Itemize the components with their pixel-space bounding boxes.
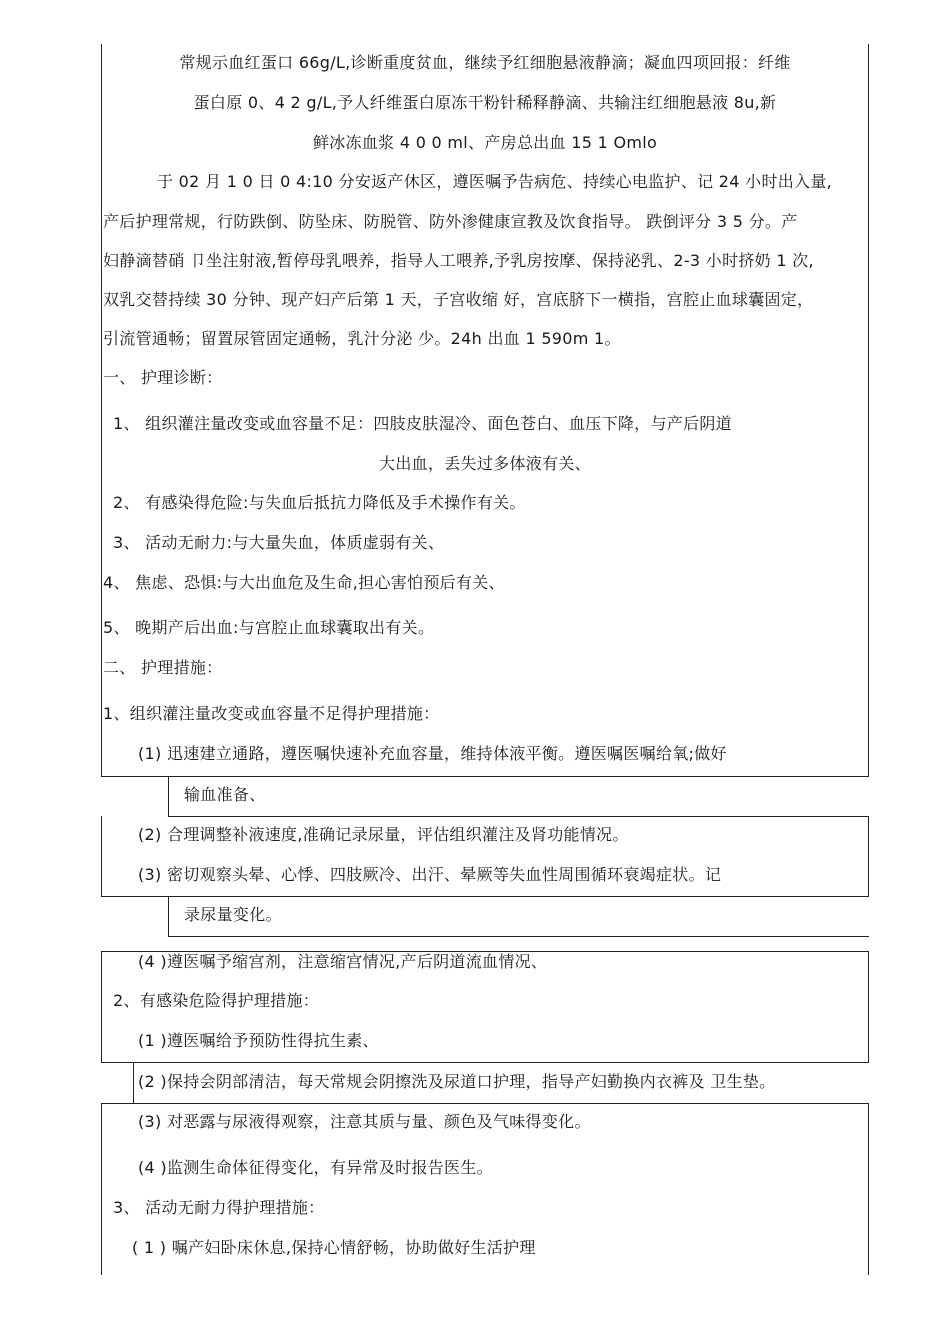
diagnosis-item: 2、 有感染得危险:与失血后抵抗力降低及手术操作有关。 <box>113 493 526 512</box>
paragraph-line: 于 02 月 1 0 日 0 4:10 分安返产休区，遵医嘱予告病危、持续心电监护、记 24 小时出入量, <box>157 172 833 191</box>
table-row-divider <box>101 1062 869 1063</box>
paragraph-line: 鲜冰冻血浆 4 0 0 ml、产房总出血 15 1 Omlo <box>312 133 658 152</box>
measure-item: (3) 密切观察头晕、心悸、四肢厥冷、出汗、晕厥等失血性周围循环衰竭症状。记 <box>138 865 722 884</box>
table-right-border <box>868 1103 869 1275</box>
diagnosis-item: 1、 组织灌注量改变或血容量不足：四肢皮肤湿冷、面色苍白、血压下降，与产后阴道 <box>113 414 732 433</box>
section-heading: 二、 护理措施： <box>103 658 223 677</box>
measure-heading: 2、有感染危险得护理措施： <box>113 991 320 1010</box>
paragraph-line: 引流管通畅；留置尿管固定通畅，乳汁分泌 少。24h 出血 1 590m 1。 <box>103 329 621 348</box>
measure-item: (1 )遵医嘱给予预防性得抗生素、 <box>138 1031 379 1050</box>
measure-item: (2 )保持会阴部清洁，每天常规会阴擦洗及尿道口护理，指导产妇勤换内衣裤及 卫生垫。 <box>138 1072 776 1091</box>
measure-heading: 1、组织灌注量改变或血容量不足得护理措施： <box>103 704 440 723</box>
table-left-border <box>101 951 102 1062</box>
table-left-border <box>101 816 102 896</box>
inner-left-border <box>168 896 169 936</box>
inner-row-divider <box>168 816 869 817</box>
diagnosis-item: 4、 焦虑、恐惧:与大出血危及生命,担心害怕预后有关、 <box>103 573 505 592</box>
inner-row-divider <box>101 1103 869 1104</box>
measure-item: ( 1 ) 嘱产妇卧床休息,保持心情舒畅，协助做好生活护理 <box>132 1238 536 1257</box>
measure-item: (4 )监测生命体征得变化，有异常及时报告医生。 <box>138 1158 493 1177</box>
measure-heading: 3、 活动无耐力得护理措施： <box>113 1198 325 1217</box>
measure-item: (1) 迅速建立通路，遵医嘱快速补充血容量，维持体液平衡。遵医嘱医嘱给氧;做好 <box>138 744 727 763</box>
section-heading: 一、 护理诊断： <box>103 368 223 387</box>
measure-item: (2) 合理调整补液速度,准确记录尿量，评估组织灌注及肾功能情况。 <box>138 825 629 844</box>
paragraph-line: 妇静滴替硝 卩坐注射液,暂停母乳喂养，指导人工喂养,予乳房按摩、保持泌乳、2-3 小时挤奶 1 次, <box>103 251 814 270</box>
inner-row-divider <box>168 936 869 937</box>
table-left-border <box>101 1103 102 1275</box>
table-left-border <box>101 44 102 776</box>
paragraph-line: 双乳交替持续 30 分钟、现产妇产后第 1 天，子宫收缩 好，宫底脐下一横指，宫腔止血球囊固定， <box>103 290 814 309</box>
diagnosis-item-continued: 大出血，丢失过多体液有关、 <box>379 454 591 473</box>
table-row-divider <box>101 776 869 777</box>
paragraph-line: 产后护理常规，行防跌倒、防坠床、防脱管、防外渗健康宣教及饮食指导。 跌倒评分 3 5 分。产 <box>103 212 798 231</box>
diagnosis-item: 3、 活动无耐力:与大量失血，体质虚弱有关、 <box>113 533 445 552</box>
table-row-divider <box>101 896 869 897</box>
measure-item: (4 )遵医嘱予缩宫剂，注意缩宫情况,产后阴道流血情况、 <box>138 952 548 971</box>
paragraph-line: 蛋白原 0、4 2 g/L,予人纤维蛋白原冻干粉针稀释静滴、共输注红细胞悬液 8u,新 <box>193 93 777 112</box>
table-right-border <box>868 44 869 776</box>
table-right-border <box>868 816 869 896</box>
paragraph-line: 常规示血红蛋口 66g/L,诊断重度贫血，继续予红细胞悬液静滴；凝血四项回报：纤维 <box>179 53 791 72</box>
inner-left-border <box>168 776 169 816</box>
measure-item: (3) 对恶露与尿液得观察，注意其质与量、颜色及气味得变化。 <box>138 1112 591 1131</box>
table-right-border <box>868 951 869 1062</box>
measure-item-continued: 录尿量变化。 <box>184 905 282 924</box>
measure-item-continued: 输血准备、 <box>184 785 266 804</box>
inner-left-border <box>133 1062 134 1104</box>
diagnosis-item: 5、 晚期产后出血:与宫腔止血球囊取出有关。 <box>103 618 435 637</box>
